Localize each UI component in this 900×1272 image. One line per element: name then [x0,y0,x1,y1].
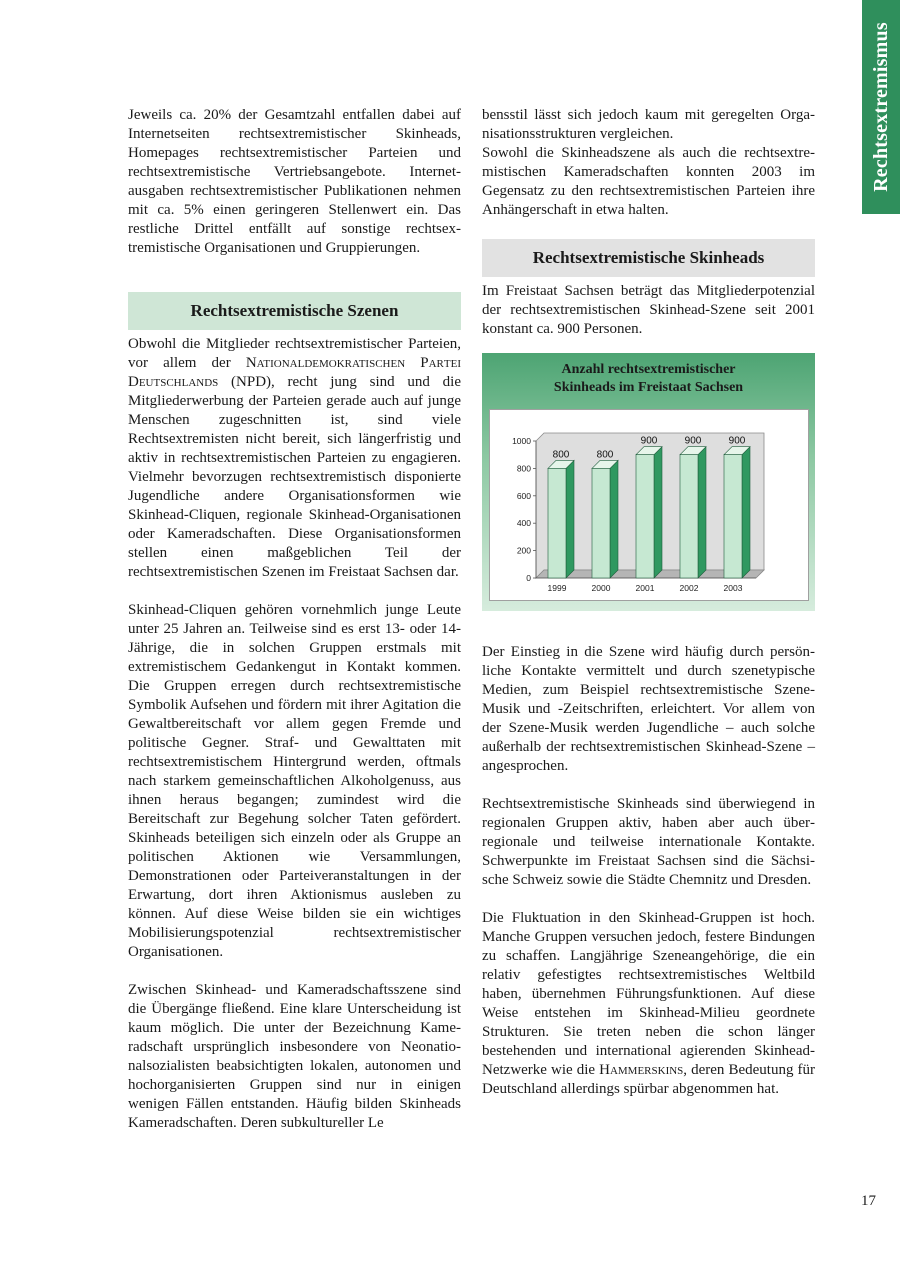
chart-title [482,361,815,397]
bar [592,468,610,578]
x-tick-label: 2002 [679,583,699,593]
bar-side [610,460,618,578]
section-tab-label: Rechtsextremismus [870,22,892,192]
data-label: 800 [552,449,570,461]
section-heading-szenen: Rechtsextremistische Szenen [128,292,461,330]
chart-title-line-2: Skinheads im Freistaat Sachsen [553,380,744,395]
bar [680,455,698,578]
page-number: 17 [861,1193,876,1209]
section-tab [862,0,900,214]
chart-plot-panel [489,409,809,601]
y-tick-label: 400 [516,518,531,529]
party-name: Nationaldemokratischen Partei Deutschlands [128,355,461,390]
data-label: 900 [640,435,658,447]
paragraph-fluktuation-start: Die Fluktuation in den Skinhead-Gruppen ist hoch. Manche Gruppen versuchen jedoch, festere Bindungen zu schaffen. Langjährige Szeneangehörige, die ein relativ gefestigtes rechtsextremistisches Weltbild haben, übernehmen Führungsfunktionen. Auf diese Weise entstehen im Skinhead-Milieu geordnete Strukturen. Sie treten neben die schon länger bestehenden und international agierenden Skinhead-Netzwerke wie die [482,910,815,1078]
data-label: 900 [728,435,746,447]
bar-side [566,460,574,578]
paragraph-parties-end: (NPD), recht jung sind und die Mitgliederwerbung der Parteien gerade auch auf junge Menschen zugeschnitten ist, sind viele Rechtsextremisten nicht bereit, sich längerfristig und aktiv in rechtsextremistischen Parteien zu engagieren. Vielmehr bevorzugen rechtsextremistisch disponierte Jugendliche andere Organisationsformen wie Skinhead-Cliquen, regionale Skinhead-Organisationen oder Kameradschaften. Diese Organisationsformen stellen einen maßgeblichen Teil der rechtsextremistischen Szenen im Freistaat Sachsen dar. [128,374,461,580]
paragraph-skinhead-intro: Im Freistaat Sachsen beträgt das Mitgliederpotenzial der rechtsextremistischen Skinhead-Szene seit 2001 konstant ca. 900 Personen. [482,283,815,337]
y-tick-label: 200 [516,545,531,556]
bar-chart-svg [490,410,808,600]
x-tick-label: 2003 [723,583,743,593]
hammerskins-name: Hammerskins [599,1062,684,1078]
skinhead-chart [482,353,815,611]
x-tick-label: 2001 [635,583,655,593]
right-column [482,106,815,1099]
x-tick-label: 1999 [547,583,567,593]
left-column [128,106,461,1133]
bar [636,455,654,578]
paragraph-fluktuation [482,909,815,1099]
y-tick-label: 600 [516,490,531,501]
y-tick-label: 0 [526,573,531,583]
x-tick-label: 2000 [591,583,611,593]
bar-side [742,447,750,578]
bar-side [698,447,706,578]
y-tick-label: 1000 [512,436,531,446]
paragraph-kameradschaften: Zwischen Skinhead- und Kameradschaftsszene sind die Übergänge fließend. Eine klare Unterscheidung ist kaum möglich. Die unter der Bezeichnung Kameradschaft ursprünglich insbesondere von Neonationalsozialisten beabsichtigten lokalen, autonomen und hochorganisierten Gruppen sind nur in einigen wenigen Fällen entstanden. Häufig bilden Skinheads Kameradschaften. Deren subkultureller Le [128,982,461,1131]
paragraph-fluktuation-end: , deren Bedeutung für Deutschland allerdings spürbar abgenommen hat. [482,1062,815,1097]
paragraph-skinhead-cliquen: Skinhead-Cliquen gehören vornehmlich junge Leute unter 25 Jahren an. Teilweise sind es erst 13- oder 14-Jährige, die in solchen Gruppen erstmals mit extremistischem Gedankengut in Kontakt kommen. Die Gruppen erregen durch rechtsextremistische Symbolik Aufsehen und fördern mit ihrer Agitation die Gewaltbereitschaft vor allem gegen Fremde und politische Gegner. Straf- und Gewalttaten mit rechtsextremistischem Hintergrund werden, oftmals nach starkem gemeinschaftlichen Alkoholgenuss, aus ihnen heraus begangen; zumindest wird die Bereitschaft zur Begehung solcher Taten gefördert. Skinheads beteiligen sich einzeln oder als Gruppe an politischen Aktionen wie Versammlungen, Demonstrationen oder Parteiveranstaltungen in der Erwartung, dort ihren Aktionismus ausleben zu können. Auf diese Weise bilden sie ein wichtiges Mobilisierungspotenzial rechtsextremistischer Organisationen. [128,602,461,960]
data-label: 800 [596,449,614,461]
bar-side [654,447,662,578]
paragraph-regionale-gruppen: Rechtsextremistische Skinheads sind überwiegend in regionalen Gruppen aktiv, haben aber auch überregionale und teilweise internationale Kontakte. Schwerpunkte im Freistaat Sachsen sind die Sächsische Schweiz sowie die Städte Chemnitz und Dresden. [482,796,815,888]
paragraph-parties [128,335,461,582]
bar [548,468,566,578]
bar [724,455,742,578]
paragraph-einstieg: Der Einstieg in die Szene wird häufig durch persönliche Kontakte vermittelt und durch szenetypische Medien, zum Beispiel rechtsextremistische Szene-Musik und -Zeitschriften, erleichtert. Vor allem von der Szene-Musik werden Jugendliche – auch solche außerhalb der rechtsextremistischen Skinhead-Szene – angesprochen. [482,644,815,774]
paragraph-parties-start: Obwohl die Mitglieder rechtsextremistischer Parteien, vor allem der [128,336,461,371]
data-label: 900 [684,435,702,447]
section-heading-skinheads: Rechtsextremistische Skinheads [482,239,815,277]
paragraph-continued: bensstil lässt sich jedoch kaum mit geregelten Organisationsstrukturen vergleichen. [482,107,815,142]
intro-paragraph: Jeweils ca. 20% der Gesamtzahl entfallen dabei auf Internetseiten rechtsextremistischer Skinheads, Homepages rechtsextremistischer Parteien und rechtsextremistische Vertriebsangebote. Internetausgaben rechtsextremistischer Publikationen nehmen mit ca. 5% einen geringeren Stellenwert ein. Das restliche Drittel entfällt auf sonstige rechtsextremistische Organisationen und Gruppierungen. [128,107,461,256]
paragraph-anhaengerschaft: Sowohl die Skinheadszene als auch die rechtsextremistischen Kameradschaften konnten 2003 im Gegensatz zu den rechtsextremistischen Parteien ihre Anhängerschaft in etwa halten. [482,145,815,218]
y-tick-label: 800 [516,463,531,474]
chart-title-line-1: Anzahl rechtsextremistischer [561,362,736,377]
